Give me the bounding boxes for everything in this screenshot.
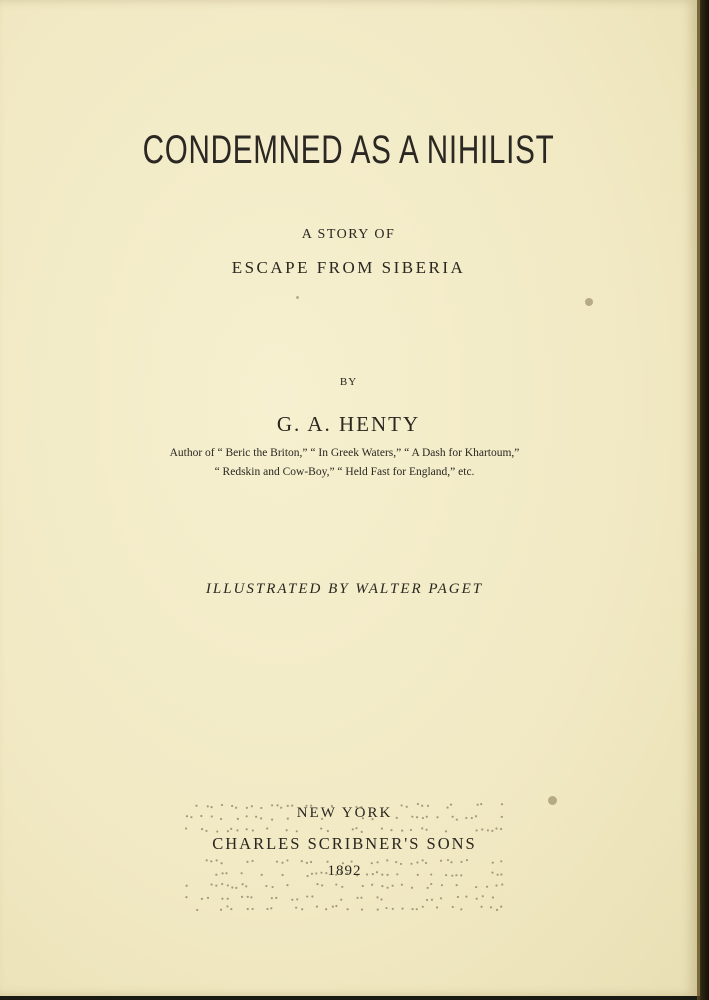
subtitle-line-1: A STORY OF bbox=[301, 227, 396, 242]
publication-year: 1892 bbox=[327, 863, 362, 879]
by-label: BY bbox=[339, 376, 358, 388]
publisher-city: NEW YORK bbox=[296, 805, 393, 821]
subtitle-line-2: ESCAPE FROM SIBERIA bbox=[231, 258, 466, 277]
author-name: G. A. HENTY bbox=[276, 412, 421, 436]
paper-spot bbox=[585, 298, 593, 306]
other-works-line-1: Author of “ Beric the Briton,” “ In Greek Waters,” “ A Dash for Khartoum,” bbox=[169, 447, 520, 459]
paper-spot bbox=[296, 296, 299, 299]
book-title: CONDEMNED AS A NIHILIST bbox=[142, 128, 555, 172]
illustrator-credit: ILLUSTRATED BY WALTER PAGET bbox=[205, 581, 484, 597]
paper-spot bbox=[548, 796, 557, 805]
publisher-name: CHARLES SCRIBNER'S SONS bbox=[212, 834, 477, 853]
other-works-line-2: “ Redskin and Cow-Boy,” “ Held Fast for England,” etc. bbox=[214, 466, 475, 478]
